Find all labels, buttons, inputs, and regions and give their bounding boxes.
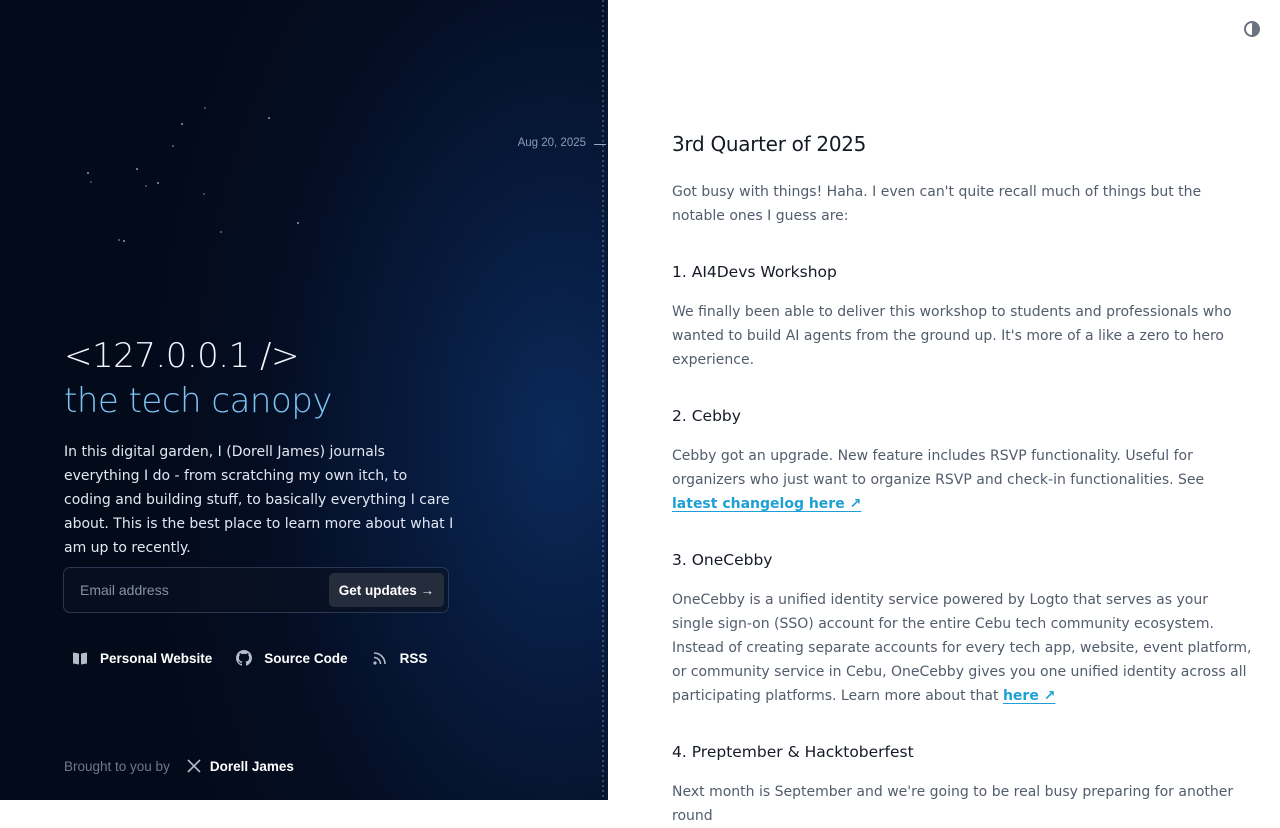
- section-body: [672, 588, 1252, 708]
- star-decoration: [145, 185, 147, 187]
- site-title: <127.0.0.1 />: [64, 336, 299, 376]
- site-subtitle: the tech canopy: [64, 381, 332, 421]
- star-decoration: [203, 193, 205, 195]
- star-decoration: [136, 168, 138, 170]
- section-heading: 4. Preptember & Hacktoberfest: [672, 743, 914, 761]
- star-decoration: [172, 145, 174, 147]
- section-heading: 2. Cebby: [672, 407, 741, 425]
- onecebby-link[interactable]: here ↗: [1002, 688, 1056, 704]
- book-icon: [72, 650, 88, 666]
- source-code-label: Source Code: [264, 650, 348, 666]
- personal-website-label: Personal Website: [100, 650, 213, 666]
- post-article: [672, 130, 1252, 828]
- star-decoration: [268, 117, 270, 119]
- section-body: Next month is September and we're going to be real busy preparing for another round: [672, 784, 1234, 824]
- post-intro: Got busy with things! Haha. I even can't quite recall much of things but the notable ones I guess are:: [672, 184, 1202, 224]
- site-description: In this digital garden, I (Dorell James) journals everything I do - from scratching my own itch, to coding and building stuff, to basically everything I care about. This is the best place to learn more about what I am up to recently.: [64, 444, 454, 556]
- star-decoration: [297, 222, 299, 224]
- section-body: We finally been able to deliver this workshop to students and professionals who wanted to build AI agents from the ground up. It's more of a like a zero to hero experience.: [672, 304, 1232, 368]
- rss-icon: [372, 650, 388, 666]
- star-decoration: [220, 231, 222, 233]
- author-link[interactable]: [186, 758, 294, 774]
- post-title: 3rd Quarter of 2025: [672, 132, 867, 156]
- email-input[interactable]: [65, 569, 327, 611]
- star-decoration: [181, 123, 183, 125]
- star-decoration: [87, 172, 89, 174]
- section-body: [672, 444, 1252, 516]
- source-code-link[interactable]: [236, 650, 347, 666]
- section-heading: 1. AI4Devs Workshop: [672, 263, 837, 281]
- star-decoration: [123, 240, 125, 242]
- star-decoration: [118, 239, 120, 241]
- star-decoration: [204, 107, 206, 109]
- author-name: Dorell James: [209, 758, 294, 774]
- theme-toggle-icon[interactable]: [1243, 20, 1261, 38]
- hero-panel: [0, 0, 608, 800]
- timeline-date: Aug 20, 2025: [517, 137, 586, 149]
- newsletter-form: [63, 567, 449, 613]
- get-updates-button[interactable]: Get updates →: [329, 573, 444, 607]
- personal-website-link[interactable]: [72, 650, 212, 666]
- rss-link[interactable]: [372, 650, 428, 666]
- brought-by-text: Brought to you by: [64, 758, 170, 774]
- rss-label: RSS: [399, 650, 428, 666]
- changelog-link[interactable]: latest changelog here ↗: [672, 496, 862, 512]
- section-heading: 3. OneCebby: [672, 551, 773, 569]
- timeline-rule: [602, 0, 604, 800]
- section-body-text: OneCebby is a unified identity service powered by Logto that serves as your single sign-on (SSO) account for the entire Cebu tech community ecosystem. Instead of creating separate accounts for every tech app, website, event platform, or community service in Cebu, OneCebby gives you one unified identity across all participating platforms. Learn more about that: [672, 592, 1252, 704]
- x-icon: [186, 758, 202, 774]
- external-links: [72, 646, 451, 670]
- github-icon: [236, 650, 252, 666]
- star-decoration: [90, 181, 92, 183]
- star-decoration: [157, 182, 159, 184]
- footer: [64, 756, 294, 776]
- panel-edge: [606, 0, 608, 800]
- section-body-text: Cebby got an upgrade. New feature includes RSVP functionality. Useful for organizers who just want to organize RSVP and check-in functionalities. See: [672, 448, 1205, 488]
